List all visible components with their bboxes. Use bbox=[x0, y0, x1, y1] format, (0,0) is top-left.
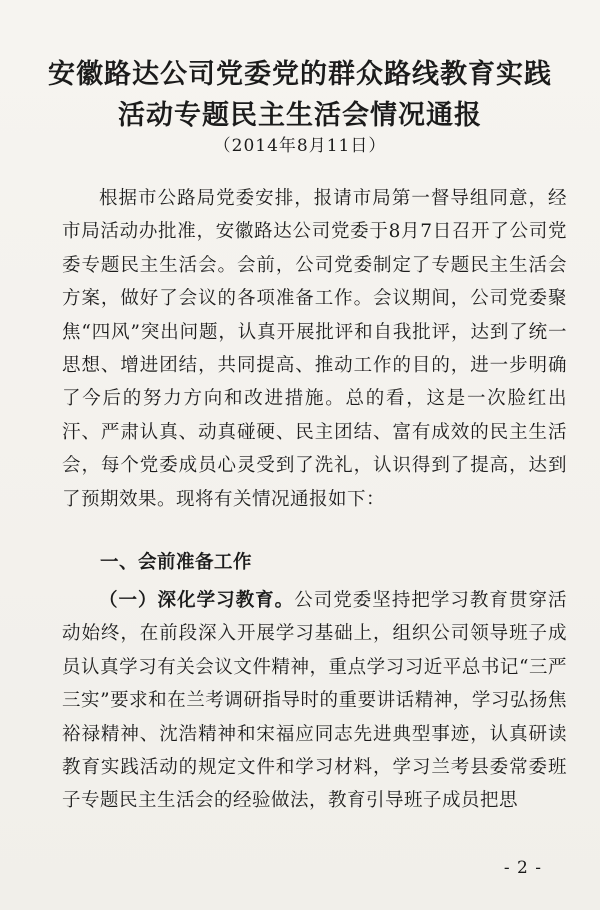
page-number: - 2 - bbox=[503, 858, 542, 878]
subsection-text: 公司党委坚持把学习教育贯穿活动始终，在前段深入开展学习基础上，组织公司领导班子成员认真学习有关会议文件精神，重点学习习近平总书记“三严三实”要求和在兰考调研指导时的重要讲话精神，学习弘扬焦裕禄精神、沈浩精神和宋福应同志先进典型事迹，认真研读教育实践活动的规定文件和学习材料，学习兰考县委常委班子专题民主生活会的经验做法，教育引导班子成员把思 bbox=[62, 590, 567, 812]
subsection-paragraph bbox=[62, 584, 567, 818]
section-heading: 一、会前准备工作 bbox=[100, 552, 253, 573]
subsection-heading: （一）深化学习教育。 bbox=[99, 590, 295, 611]
intro-paragraph: 根据市公路局党委安排，报请市局第一督导组同意，经市局活动办批准，安徽路达公司党委于8月7日召开了公司党委专题民主生活会。会前，公司党委制定了专题民主生活会方案，做好了会议的各项准备工作。会议期间，公司党委聚焦“四风”突出问题，认真开展批评和自我批评，达到了统一思想、增进团结，共同提高、推动工作的目的，进一步明确了今后的努力方向和改进措施。总的看，这是一次脸红出汗、严肃认真、动真碰硬、民主团结、富有成效的民主生活会，每个党委成员心灵受到了洗礼，认识得到了提高，达到了预期效果。现将有关情况通报如下： bbox=[62, 188, 567, 510]
document-title-line2: 活动专题民主生活会情况通报 bbox=[118, 100, 482, 131]
document-date: （2014年8月11日） bbox=[213, 136, 387, 156]
document-title-line1: 安徽路达公司党委党的群众路线教育实践 bbox=[48, 59, 552, 90]
